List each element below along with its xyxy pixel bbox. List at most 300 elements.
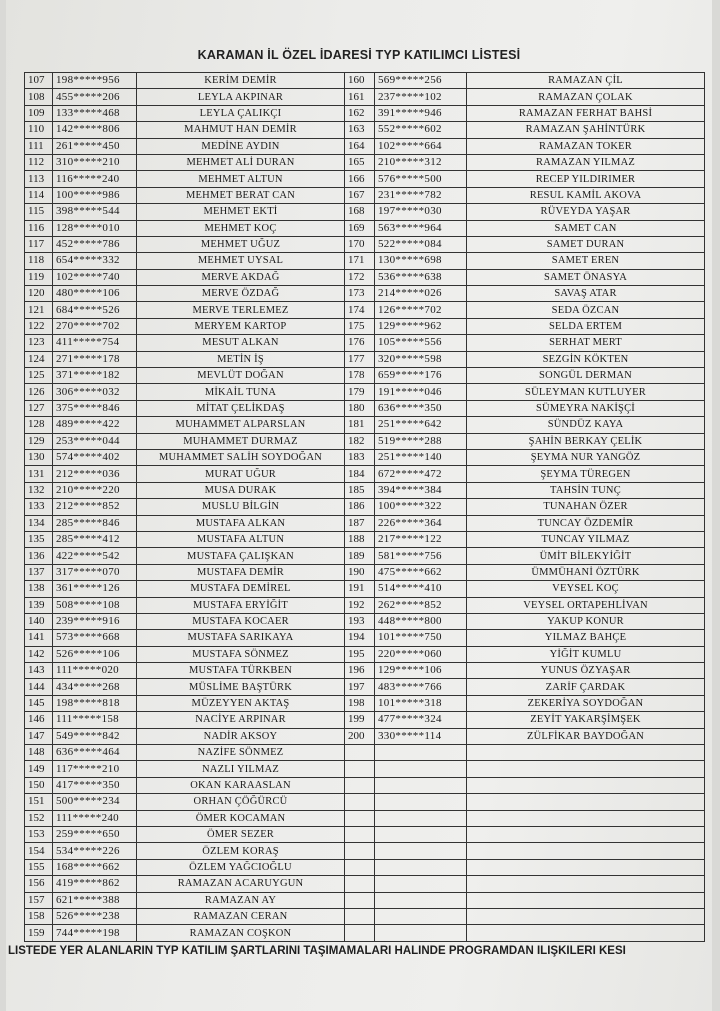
right-masked-id-number: 197*****030: [375, 204, 467, 220]
table-row: [25, 236, 705, 252]
left-masked-id-number: 526*****106: [53, 646, 137, 662]
left-participant-name: MUHAMMET SALİH SOYDOĞAN: [137, 449, 345, 465]
left-masked-id-number: 398*****544: [53, 204, 137, 220]
table-row: [25, 745, 705, 761]
left-row-number: 121: [25, 302, 53, 318]
table-row: [25, 187, 705, 203]
left-masked-id-number: 168*****662: [53, 859, 137, 875]
participant-table: [24, 72, 705, 942]
table-row: [25, 564, 705, 580]
right-participant-name: ZÜLFİKAR BAYDOĞAN: [467, 728, 705, 744]
right-row-number: 183: [345, 449, 375, 465]
right-masked-id-number: 102*****664: [375, 138, 467, 154]
left-participant-name: MEHMET UYSAL: [137, 253, 345, 269]
right-participant-name: SERHAT MERT: [467, 335, 705, 351]
right-masked-id-number: [375, 745, 467, 761]
left-row-number: 107: [25, 73, 53, 89]
right-masked-id-number: 514*****410: [375, 581, 467, 597]
right-participant-name: SAMET DURAN: [467, 236, 705, 252]
left-participant-name: ORHAN ÇÖĞÜRCÜ: [137, 794, 345, 810]
right-row-number: 194: [345, 630, 375, 646]
left-participant-name: RAMAZAN CERAN: [137, 908, 345, 924]
right-masked-id-number: 210*****312: [375, 154, 467, 170]
table-row: [25, 286, 705, 302]
left-masked-id-number: 411*****754: [53, 335, 137, 351]
table-row: [25, 73, 705, 89]
right-row-number: 165: [345, 154, 375, 170]
left-masked-id-number: 434*****268: [53, 679, 137, 695]
right-row-number: [345, 810, 375, 826]
right-participant-name: SONGÜL DERMAN: [467, 368, 705, 384]
right-participant-name: [467, 859, 705, 875]
right-masked-id-number: 569*****256: [375, 73, 467, 89]
right-row-number: [345, 876, 375, 892]
left-participant-name: MUSTAFA SÖNMEZ: [137, 646, 345, 662]
table-row: [25, 777, 705, 793]
right-row-number: 168: [345, 204, 375, 220]
right-participant-name: VEYSEL ORTAPEHLİVAN: [467, 597, 705, 613]
left-row-number: 155: [25, 859, 53, 875]
left-row-number: 124: [25, 351, 53, 367]
table-row: [25, 138, 705, 154]
left-masked-id-number: 116*****240: [53, 171, 137, 187]
right-participant-name: SAVAŞ ATAR: [467, 286, 705, 302]
left-masked-id-number: 253*****044: [53, 433, 137, 449]
left-masked-id-number: 142*****806: [53, 122, 137, 138]
left-masked-id-number: 744*****198: [53, 925, 137, 941]
right-row-number: [345, 794, 375, 810]
right-masked-id-number: 636*****350: [375, 400, 467, 416]
table-row: [25, 204, 705, 220]
left-row-number: 147: [25, 728, 53, 744]
right-masked-id-number: 191*****046: [375, 384, 467, 400]
right-masked-id-number: 330*****114: [375, 728, 467, 744]
right-participant-name: RAMAZAN ÇOLAK: [467, 89, 705, 105]
left-masked-id-number: 310*****210: [53, 154, 137, 170]
left-participant-name: LEYLA AKPINAR: [137, 89, 345, 105]
table-row: [25, 548, 705, 564]
left-participant-name: MURAT UĞUR: [137, 466, 345, 482]
left-masked-id-number: 306*****032: [53, 384, 137, 400]
left-participant-name: MUSA DURAK: [137, 482, 345, 498]
left-row-number: 115: [25, 204, 53, 220]
right-row-number: 190: [345, 564, 375, 580]
right-masked-id-number: 448*****800: [375, 613, 467, 629]
right-participant-name: RECEP YILDIRIMER: [467, 171, 705, 187]
right-participant-name: ŞEYMA TÜREGEN: [467, 466, 705, 482]
right-row-number: [345, 925, 375, 941]
left-row-number: 146: [25, 712, 53, 728]
left-row-number: 135: [25, 531, 53, 547]
right-masked-id-number: 226*****364: [375, 515, 467, 531]
left-masked-id-number: 636*****464: [53, 745, 137, 761]
right-masked-id-number: 130*****698: [375, 253, 467, 269]
right-row-number: 182: [345, 433, 375, 449]
right-participant-name: [467, 826, 705, 842]
right-row-number: 189: [345, 548, 375, 564]
right-participant-name: TUNCAY YILMAZ: [467, 531, 705, 547]
left-masked-id-number: 371*****182: [53, 368, 137, 384]
left-participant-name: MEHMET BERAT CAN: [137, 187, 345, 203]
right-masked-id-number: 101*****750: [375, 630, 467, 646]
left-row-number: 159: [25, 925, 53, 941]
right-masked-id-number: [375, 925, 467, 941]
right-masked-id-number: [375, 859, 467, 875]
left-row-number: 145: [25, 695, 53, 711]
left-participant-name: NACİYE ARPINAR: [137, 712, 345, 728]
left-participant-name: MUSTAFA KOCAER: [137, 613, 345, 629]
left-row-number: 114: [25, 187, 53, 203]
table-row: [25, 876, 705, 892]
right-row-number: 197: [345, 679, 375, 695]
right-masked-id-number: 231*****782: [375, 187, 467, 203]
left-row-number: 129: [25, 433, 53, 449]
left-participant-name: MUSTAFA SARIKAYA: [137, 630, 345, 646]
right-masked-id-number: 483*****766: [375, 679, 467, 695]
left-row-number: 128: [25, 417, 53, 433]
left-row-number: 139: [25, 597, 53, 613]
right-masked-id-number: [375, 826, 467, 842]
right-participant-name: SAMET CAN: [467, 220, 705, 236]
left-masked-id-number: 261*****450: [53, 138, 137, 154]
table-row: [25, 646, 705, 662]
right-masked-id-number: [375, 908, 467, 924]
left-masked-id-number: 417*****350: [53, 777, 137, 793]
right-masked-id-number: 320*****598: [375, 351, 467, 367]
table-row: [25, 302, 705, 318]
right-row-number: 193: [345, 613, 375, 629]
left-participant-name: ÖMER SEZER: [137, 826, 345, 842]
right-masked-id-number: [375, 794, 467, 810]
left-masked-id-number: 100*****986: [53, 187, 137, 203]
right-participant-name: SÜMEYRA NAKİŞÇİ: [467, 400, 705, 416]
left-participant-name: MÜSLİME BAŞTÜRK: [137, 679, 345, 695]
left-row-number: 133: [25, 499, 53, 515]
left-participant-name: MUHAMMET DURMAZ: [137, 433, 345, 449]
right-row-number: [345, 892, 375, 908]
table-row: [25, 925, 705, 941]
right-participant-name: SAMET EREN: [467, 253, 705, 269]
left-participant-name: MUHAMMET ALPARSLAN: [137, 417, 345, 433]
left-participant-name: RAMAZAN AY: [137, 892, 345, 908]
right-masked-id-number: 251*****140: [375, 449, 467, 465]
right-participant-name: [467, 876, 705, 892]
right-participant-name: SELDA ERTEM: [467, 318, 705, 334]
left-masked-id-number: 259*****650: [53, 826, 137, 842]
right-participant-name: [467, 908, 705, 924]
left-participant-name: MUSLU BİLGİN: [137, 499, 345, 515]
table-row: [25, 531, 705, 547]
right-participant-name: RAMAZAN FERHAT BAHSİ: [467, 105, 705, 121]
right-participant-name: [467, 925, 705, 941]
left-participant-name: NAZİFE SÖNMEZ: [137, 745, 345, 761]
left-row-number: 120: [25, 286, 53, 302]
table-row: [25, 499, 705, 515]
table-row: [25, 220, 705, 236]
right-masked-id-number: 519*****288: [375, 433, 467, 449]
right-row-number: [345, 908, 375, 924]
left-participant-name: MEHMET UĞUZ: [137, 236, 345, 252]
left-masked-id-number: 500*****234: [53, 794, 137, 810]
right-participant-name: SÜLEYMAN KUTLUYER: [467, 384, 705, 400]
left-masked-id-number: 285*****846: [53, 515, 137, 531]
left-masked-id-number: 128*****010: [53, 220, 137, 236]
left-participant-name: RAMAZAN ACARUYGUN: [137, 876, 345, 892]
table-row: [25, 417, 705, 433]
left-masked-id-number: 534*****226: [53, 843, 137, 859]
left-row-number: 140: [25, 613, 53, 629]
left-masked-id-number: 271*****178: [53, 351, 137, 367]
left-row-number: 110: [25, 122, 53, 138]
table-row: [25, 908, 705, 924]
table-row: [25, 794, 705, 810]
right-participant-name: YILMAZ BAHÇE: [467, 630, 705, 646]
table-row: [25, 663, 705, 679]
right-participant-name: YUNUS ÖZYAŞAR: [467, 663, 705, 679]
table-row: [25, 105, 705, 121]
right-masked-id-number: 262*****852: [375, 597, 467, 613]
paper-sheet: [6, 0, 712, 1011]
right-participant-name: [467, 892, 705, 908]
right-row-number: 175: [345, 318, 375, 334]
right-row-number: [345, 859, 375, 875]
right-row-number: [345, 777, 375, 793]
right-participant-name: RAMAZAN YILMAZ: [467, 154, 705, 170]
right-masked-id-number: 391*****946: [375, 105, 467, 121]
left-participant-name: MEHMET ALİ DURAN: [137, 154, 345, 170]
table-row: [25, 482, 705, 498]
right-participant-name: [467, 777, 705, 793]
right-masked-id-number: 217*****122: [375, 531, 467, 547]
right-row-number: 164: [345, 138, 375, 154]
right-masked-id-number: 536*****638: [375, 269, 467, 285]
table-row: [25, 368, 705, 384]
left-row-number: 153: [25, 826, 53, 842]
table-row: [25, 154, 705, 170]
left-masked-id-number: 102*****740: [53, 269, 137, 285]
left-row-number: 144: [25, 679, 53, 695]
left-masked-id-number: 452*****786: [53, 236, 137, 252]
left-masked-id-number: 198*****956: [53, 73, 137, 89]
table-row: [25, 384, 705, 400]
left-row-number: 132: [25, 482, 53, 498]
right-masked-id-number: 672*****472: [375, 466, 467, 482]
right-row-number: 184: [345, 466, 375, 482]
left-row-number: 142: [25, 646, 53, 662]
right-participant-name: ŞAHİN BERKAY ÇELİK: [467, 433, 705, 449]
left-participant-name: MAHMUT HAN DEMİR: [137, 122, 345, 138]
right-masked-id-number: 220*****060: [375, 646, 467, 662]
left-row-number: 131: [25, 466, 53, 482]
right-participant-name: TUNAHAN ÖZER: [467, 499, 705, 515]
right-masked-id-number: 129*****962: [375, 318, 467, 334]
right-masked-id-number: 576*****500: [375, 171, 467, 187]
right-participant-name: YAKUP KONUR: [467, 613, 705, 629]
right-row-number: 199: [345, 712, 375, 728]
left-participant-name: MERVE ÖZDAĞ: [137, 286, 345, 302]
right-masked-id-number: 552*****602: [375, 122, 467, 138]
left-participant-name: MEHMET ALTUN: [137, 171, 345, 187]
right-row-number: 180: [345, 400, 375, 416]
left-participant-name: MUSTAFA ERYİĞİT: [137, 597, 345, 613]
table-row: [25, 712, 705, 728]
table-row: [25, 269, 705, 285]
left-participant-name: MUSTAFA DEMİREL: [137, 581, 345, 597]
left-participant-name: ÖMER KOCAMAN: [137, 810, 345, 826]
right-participant-name: RAMAZAN ŞAHİNTÜRK: [467, 122, 705, 138]
right-row-number: [345, 843, 375, 859]
left-masked-id-number: 573*****668: [53, 630, 137, 646]
left-participant-name: MEHMET EKTİ: [137, 204, 345, 220]
right-participant-name: RESUL KAMİL AKOVA: [467, 187, 705, 203]
table-row: [25, 400, 705, 416]
left-participant-name: NAZLI YILMAZ: [137, 761, 345, 777]
left-participant-name: KERİM DEMİR: [137, 73, 345, 89]
left-participant-name: ÖZLEM KORAŞ: [137, 843, 345, 859]
table-row: [25, 859, 705, 875]
right-row-number: 192: [345, 597, 375, 613]
right-row-number: [345, 745, 375, 761]
left-row-number: 112: [25, 154, 53, 170]
right-masked-id-number: 563*****964: [375, 220, 467, 236]
table-row: [25, 89, 705, 105]
left-masked-id-number: 574*****402: [53, 449, 137, 465]
right-masked-id-number: 394*****384: [375, 482, 467, 498]
right-participant-name: SÜNDÜZ KAYA: [467, 417, 705, 433]
right-masked-id-number: 581*****756: [375, 548, 467, 564]
left-row-number: 151: [25, 794, 53, 810]
right-participant-name: [467, 810, 705, 826]
left-masked-id-number: 212*****852: [53, 499, 137, 515]
table-row: [25, 892, 705, 908]
left-row-number: 154: [25, 843, 53, 859]
right-participant-name: SEZGİN KÖKTEN: [467, 351, 705, 367]
right-row-number: 179: [345, 384, 375, 400]
right-masked-id-number: 659*****176: [375, 368, 467, 384]
left-masked-id-number: 361*****126: [53, 581, 137, 597]
right-row-number: 161: [345, 89, 375, 105]
left-masked-id-number: 526*****238: [53, 908, 137, 924]
right-masked-id-number: [375, 876, 467, 892]
left-masked-id-number: 621*****388: [53, 892, 137, 908]
left-masked-id-number: 133*****468: [53, 105, 137, 121]
table-row: [25, 466, 705, 482]
right-participant-name: [467, 745, 705, 761]
table-row: [25, 826, 705, 842]
left-participant-name: MEHMET KOÇ: [137, 220, 345, 236]
left-masked-id-number: 317*****070: [53, 564, 137, 580]
table-row: [25, 433, 705, 449]
left-participant-name: MİTAT ÇELİKDAŞ: [137, 400, 345, 416]
left-row-number: 108: [25, 89, 53, 105]
left-participant-name: MERVE AKDAĞ: [137, 269, 345, 285]
left-row-number: 109: [25, 105, 53, 121]
table-row: [25, 695, 705, 711]
right-participant-name: RAMAZAN ÇİL: [467, 73, 705, 89]
left-row-number: 158: [25, 908, 53, 924]
left-row-number: 125: [25, 368, 53, 384]
right-row-number: 178: [345, 368, 375, 384]
left-masked-id-number: 455*****206: [53, 89, 137, 105]
left-masked-id-number: 198*****818: [53, 695, 137, 711]
table-row: [25, 449, 705, 465]
right-masked-id-number: [375, 892, 467, 908]
right-participant-name: VEYSEL KOÇ: [467, 581, 705, 597]
table-row: [25, 679, 705, 695]
table-row: [25, 843, 705, 859]
table-row: [25, 597, 705, 613]
right-participant-name: [467, 794, 705, 810]
right-row-number: 171: [345, 253, 375, 269]
right-masked-id-number: 475*****662: [375, 564, 467, 580]
left-participant-name: MİKAİL TUNA: [137, 384, 345, 400]
left-row-number: 150: [25, 777, 53, 793]
table-row: [25, 122, 705, 138]
left-row-number: 113: [25, 171, 53, 187]
left-row-number: 126: [25, 384, 53, 400]
footer-note: LİSTEDE YER ALANLARIN TYP KATILIM ŞARTLARINI TAŞIMAMALARI HALİNDE PROGRAMDAN İLİŞKİLERİ KESİ: [8, 945, 626, 957]
right-row-number: 191: [345, 581, 375, 597]
right-participant-name: ÜMİT BİLEKYİĞİT: [467, 548, 705, 564]
right-masked-id-number: 477*****324: [375, 712, 467, 728]
table-row: [25, 318, 705, 334]
right-participant-name: RAMAZAN TOKER: [467, 138, 705, 154]
left-masked-id-number: 239*****916: [53, 613, 137, 629]
left-masked-id-number: 117*****210: [53, 761, 137, 777]
left-participant-name: METİN İŞ: [137, 351, 345, 367]
right-row-number: 185: [345, 482, 375, 498]
right-masked-id-number: 251*****642: [375, 417, 467, 433]
left-participant-name: MUSTAFA ALKAN: [137, 515, 345, 531]
table-row: [25, 630, 705, 646]
left-participant-name: MUSTAFA DEMİR: [137, 564, 345, 580]
left-participant-name: MEDİNE AYDIN: [137, 138, 345, 154]
left-row-number: 123: [25, 335, 53, 351]
left-participant-name: LEYLA ÇALIKÇI: [137, 105, 345, 121]
left-participant-name: OKAN KARAASLAN: [137, 777, 345, 793]
left-masked-id-number: 419*****862: [53, 876, 137, 892]
left-row-number: 134: [25, 515, 53, 531]
right-masked-id-number: 105*****556: [375, 335, 467, 351]
left-masked-id-number: 375*****846: [53, 400, 137, 416]
right-participant-name: TAHSİN TUNÇ: [467, 482, 705, 498]
table-row: [25, 335, 705, 351]
right-masked-id-number: 101*****318: [375, 695, 467, 711]
left-masked-id-number: 654*****332: [53, 253, 137, 269]
table-row: [25, 761, 705, 777]
participant-table-body: [25, 73, 705, 942]
table-row: [25, 253, 705, 269]
right-masked-id-number: [375, 777, 467, 793]
left-row-number: 141: [25, 630, 53, 646]
right-participant-name: TUNCAY ÖZDEMİR: [467, 515, 705, 531]
right-masked-id-number: 100*****322: [375, 499, 467, 515]
left-row-number: 118: [25, 253, 53, 269]
right-participant-name: RÜVEYDA YAŞAR: [467, 204, 705, 220]
right-participant-name: ZEYİT YAKARŞİMŞEK: [467, 712, 705, 728]
left-row-number: 156: [25, 876, 53, 892]
left-row-number: 116: [25, 220, 53, 236]
right-row-number: 162: [345, 105, 375, 121]
right-row-number: [345, 826, 375, 842]
left-masked-id-number: 212*****036: [53, 466, 137, 482]
left-row-number: 127: [25, 400, 53, 416]
right-masked-id-number: 126*****702: [375, 302, 467, 318]
right-participant-name: ZARİF ÇARDAK: [467, 679, 705, 695]
left-row-number: 136: [25, 548, 53, 564]
right-row-number: 200: [345, 728, 375, 744]
right-row-number: 163: [345, 122, 375, 138]
